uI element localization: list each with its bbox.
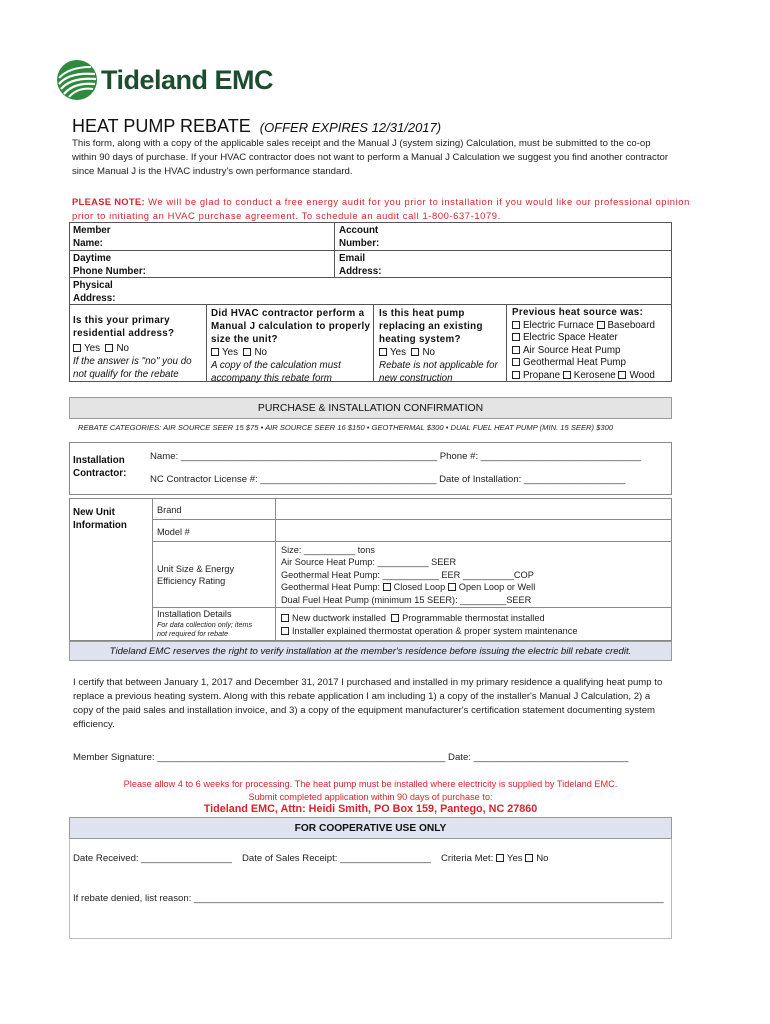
coop-use-heading: FOR COOPERATIVE USE ONLY: [69, 817, 672, 839]
processing-notice: Please allow 4 to 6 weeks for processing. The heat pump must be installed where electricity is supplied by Tideland EMC. Submit completed application within 90 days of purchase to:: [123, 779, 618, 802]
manual-j-yes-checkbox[interactable]: [211, 348, 219, 356]
member-signature-field[interactable]: Member Signature: ______________________________________________________ Date: _____________________________: [73, 752, 629, 763]
tideland-globe-icon: [55, 58, 99, 102]
model-label: Model #: [157, 527, 190, 537]
physical-address-field[interactable]: Physical Address:: [73, 280, 116, 304]
wood-checkbox[interactable]: [618, 371, 626, 379]
logo-wordmark: Tideland EMC: [101, 64, 274, 95]
note-label: PLEASE NOTE:: [72, 196, 145, 207]
verification-disclaimer: Tideland EMC reserves the right to verify installation at the member's residence before issuing the electric bill rebate credit.: [69, 641, 672, 661]
installation-details-label: Installation Details For data collection only; items not required for rebate: [157, 609, 253, 638]
closed-loop-checkbox[interactable]: [383, 583, 391, 591]
manual-j-question: Did HVAC contractor perform a Manual J calculation to properly size the unit? Yes No A copy of the calculation must accompany this rebate form: [211, 308, 371, 384]
propane-checkbox[interactable]: [512, 371, 520, 379]
member-name-field[interactable]: Member Name:: [73, 225, 111, 249]
account-number-field[interactable]: Account Number:: [339, 225, 380, 249]
replacing-question: Is this heat pump replacing an existing heating system? Yes No Rebate is not applicable for new construction: [379, 308, 498, 384]
contractor-section: [69, 442, 672, 495]
unit-size-details[interactable]: Size: __________ tons Air Source Heat Pump: __________ SEER Geothermal Heat Pump: ___________ EER __________COP Geothermal Heat Pump: Closed Loop Open Loop or Well Dual Fuel Heat Pump (minimum 15 SEER): _________SEER: [281, 545, 536, 605]
page-title: [72, 116, 441, 137]
criteria-yes-checkbox[interactable]: [496, 854, 504, 862]
geothermal-checkbox[interactable]: [512, 358, 520, 366]
baseboard-checkbox[interactable]: [597, 321, 605, 329]
installation-details-options: New ductwork installed Programmable thermostat installed Installer explained thermostat operation & proper system maintenance: [281, 612, 577, 638]
email-field[interactable]: Email Address:: [339, 253, 382, 277]
title-expires: (OFFER EXPIRES 12/31/2017): [259, 120, 442, 135]
primary-residence-question: Is this your primary residential address? Yes No If the answer is "no" you do not qualify for the rebate: [73, 315, 192, 380]
brand-label: Brand: [157, 505, 182, 515]
unit-size-label: Unit Size & Energy Efficiency Rating: [157, 564, 235, 586]
criteria-no-checkbox[interactable]: [525, 854, 533, 862]
space-heater-checkbox[interactable]: [512, 333, 520, 341]
denied-reason-field[interactable]: If rebate denied, list reason: ________________________________________________________________________________________: [73, 893, 664, 904]
contractor-license-field[interactable]: NC Contractor License #: _________________________________ Date of Installation: ___________________: [150, 474, 626, 485]
replacing-no-checkbox[interactable]: [411, 348, 419, 356]
rebate-categories: REBATE CATEGORIES: AIR SOURCE SEER 15 $75 • AIR SOURCE SEER 16 $150 • GEOTHERMAL $300 • DUAL FUEL HEAT PUMP (MIN. 15 SEER) $300: [78, 423, 614, 432]
tideland-logo: [55, 57, 273, 103]
intro-text: This form, along with a copy of the applicable sales receipt and the Manual J (system sizing) Calculation, must be submitted to the co-op within 90 days of purchase. If your HVAC contractor does not want to perform a Manual J Calculation we suggest you find another contractor since Manual J is the HVAC industry's own performance standard.: [72, 138, 669, 177]
primary-no-checkbox[interactable]: [105, 344, 113, 352]
contractor-label: Installation Contractor:: [73, 455, 127, 479]
please-note: [72, 195, 692, 223]
air-source-checkbox[interactable]: [512, 346, 520, 354]
kerosene-checkbox[interactable]: [563, 371, 571, 379]
date-received-field[interactable]: Date Received: _________________: [73, 853, 232, 864]
primary-yes-checkbox[interactable]: [73, 344, 81, 352]
contractor-name-field[interactable]: Name: ________________________________________________ Phone #: ______________________________: [150, 451, 641, 462]
electric-furnace-checkbox[interactable]: [512, 321, 520, 329]
manual-j-no-checkbox[interactable]: [243, 348, 251, 356]
note-text: We will be glad to conduct a free energy audit for you prior to installation if you would like our professional opinion prior to initiating an HVAC purchase agreement. To schedule an audit call 1-800-637-1079.: [72, 196, 690, 221]
replacing-yes-checkbox[interactable]: [379, 348, 387, 356]
date-sales-receipt-field[interactable]: Date of Sales Receipt: _________________: [242, 853, 431, 864]
criteria-met: Criteria Met: Yes No: [441, 853, 549, 864]
explained-checkbox[interactable]: [281, 627, 289, 635]
ductwork-checkbox[interactable]: [281, 614, 289, 622]
new-unit-label: New Unit Information: [73, 507, 127, 531]
daytime-phone-field[interactable]: Daytime Phone Number:: [73, 253, 146, 277]
mailing-address: Tideland EMC, Attn: Heidi Smith, PO Box 159, Pantego, NC 27860: [203, 803, 538, 815]
title-main: HEAT PUMP REBATE: [72, 116, 251, 136]
certification-text: I certify that between January 1, 2017 and December 31, 2017 I purchased and installed in my primary residence a qualifying heat pump to replace a previous heating system. Along with this rebate application I am including 1) a copy of the installer's Manual J Calculation, 2) a copy of the paid sales and installation invoice, and 3) a copy of the equipment manufacturer's certification statement documenting system efficiency.: [73, 677, 663, 730]
purchase-heading: PURCHASE & INSTALLATION CONFIRMATION: [69, 397, 672, 419]
thermostat-checkbox[interactable]: [391, 614, 399, 622]
previous-heat-source: Previous heat source was: Electric Furnace Baseboard Electric Space Heater Air Source Heat Pump Geothermal Heat Pump Propane Kerosene Wood: [512, 307, 655, 381]
open-loop-checkbox[interactable]: [448, 583, 456, 591]
